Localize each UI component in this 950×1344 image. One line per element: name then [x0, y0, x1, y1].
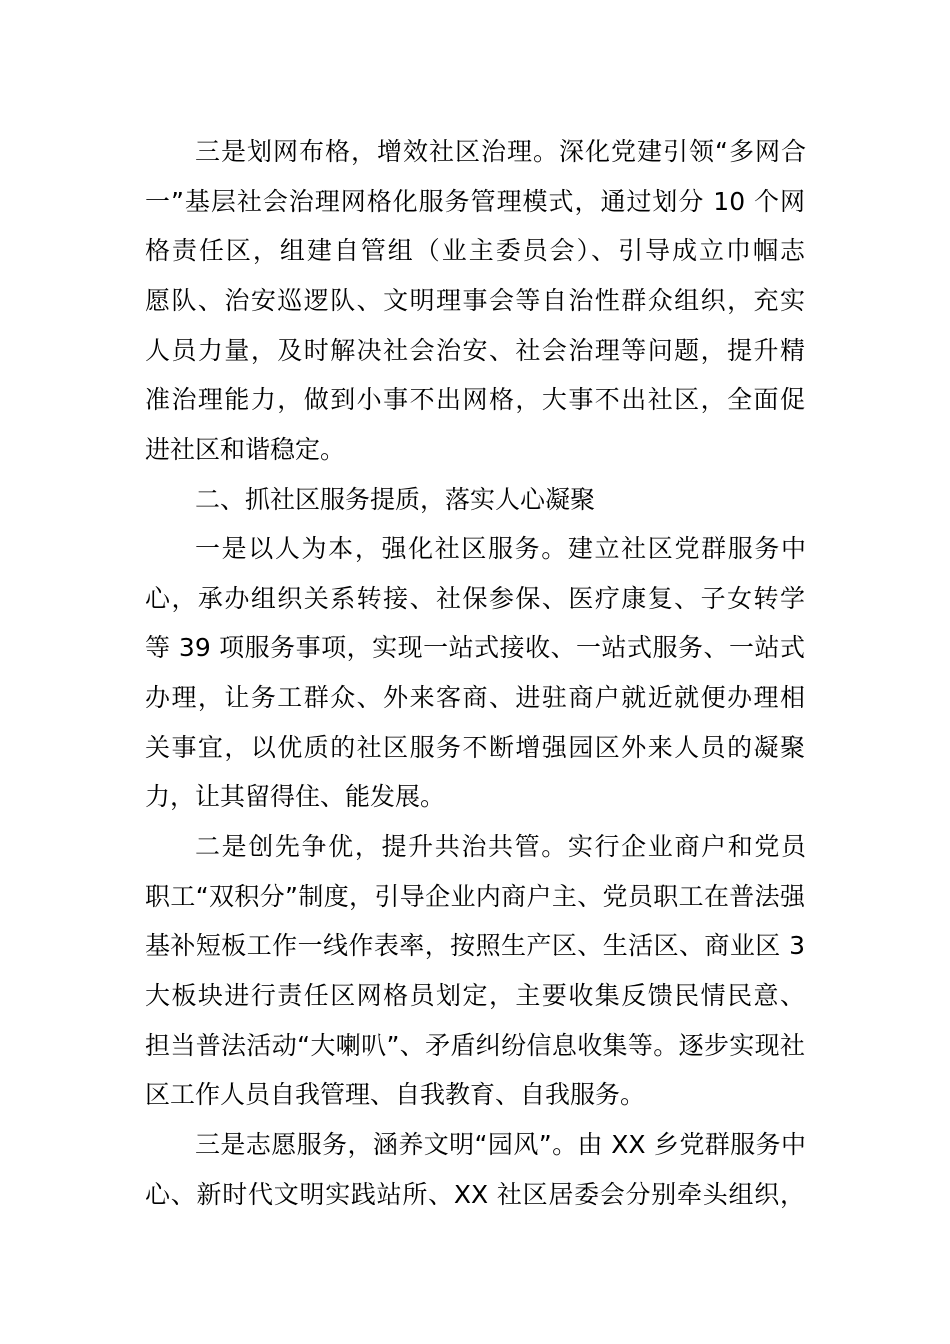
paragraph-2-line-5: 关事宜，以优质的社区服务不断增强园区外来人员的凝聚 — [145, 733, 805, 762]
paragraph-1-line-7: 进社区和谐稳定。 — [145, 435, 346, 464]
paragraph-2-line-2: 心，承办组织关系转接、社保参保、医疗康复、子女转学 — [145, 584, 805, 613]
paragraph-3-line-4: 大板块进行责任区网格员划定，主要收集反馈民情民意、 — [145, 981, 805, 1010]
paragraph-3-line-6: 区工作人员自我管理、自我教育、自我服务。 — [145, 1080, 646, 1109]
paragraph-1-line-3: 格责任区，组建自管组（业主委员会）、引导成立巾帼志 — [145, 236, 805, 265]
paragraph-2-line-6: 力，让其留得住、能发展。 — [145, 782, 446, 811]
paragraph-2-line-3: 等 39 项服务事项，实现一站式接收、一站式服务、一站式 — [145, 633, 805, 662]
paragraph-2-line-1: 一是以人为本，强化社区服务。建立社区党群服务中 — [195, 534, 806, 563]
paragraph-1-line-2: 一”基层社会治理网格化服务管理模式，通过划分 10 个网 — [145, 187, 805, 216]
paragraph-4-line-1: 三是志愿服务，涵养文明“园风”。由 XX 乡党群服务中 — [195, 1130, 806, 1159]
paragraph-3-line-1: 二是创先争优，提升共治共管。实行企业商户和党员 — [195, 832, 806, 861]
paragraph-1-line-4: 愿队、治安巡逻队、文明理事会等自治性群众组织，充实 — [145, 286, 805, 315]
paragraph-1-line-1: 三是划网布格，增效社区治理。深化党建引领“多网合 — [195, 137, 806, 166]
paragraph-3-line-2: 职工“双积分”制度，引导企业内商户主、党员职工在普法强 — [145, 882, 805, 911]
paragraph-2-line-4: 办理，让务工群众、外来客商、进驻商户就近就便办理相 — [145, 683, 805, 712]
section-heading: 二、抓社区服务提质，落实人心凝聚 — [195, 485, 596, 514]
paragraph-3-line-5: 担当普法活动“大喇叭”、矛盾纠纷信息收集等。逐步实现社 — [145, 1031, 805, 1060]
paragraph-1-line-6: 准治理能力，做到小事不出网格，大事不出社区，全面促 — [145, 385, 805, 414]
paragraph-3-line-3: 基补短板工作一线作表率，按照生产区、生活区、商业区 3 — [145, 931, 805, 960]
paragraph-1-line-5: 人员力量，及时解决社会治安、社会治理等问题，提升精 — [145, 336, 805, 365]
paragraph-4-line-2: 心、新时代文明实践站所、XX 社区居委会分别牵头组织， — [145, 1180, 805, 1209]
